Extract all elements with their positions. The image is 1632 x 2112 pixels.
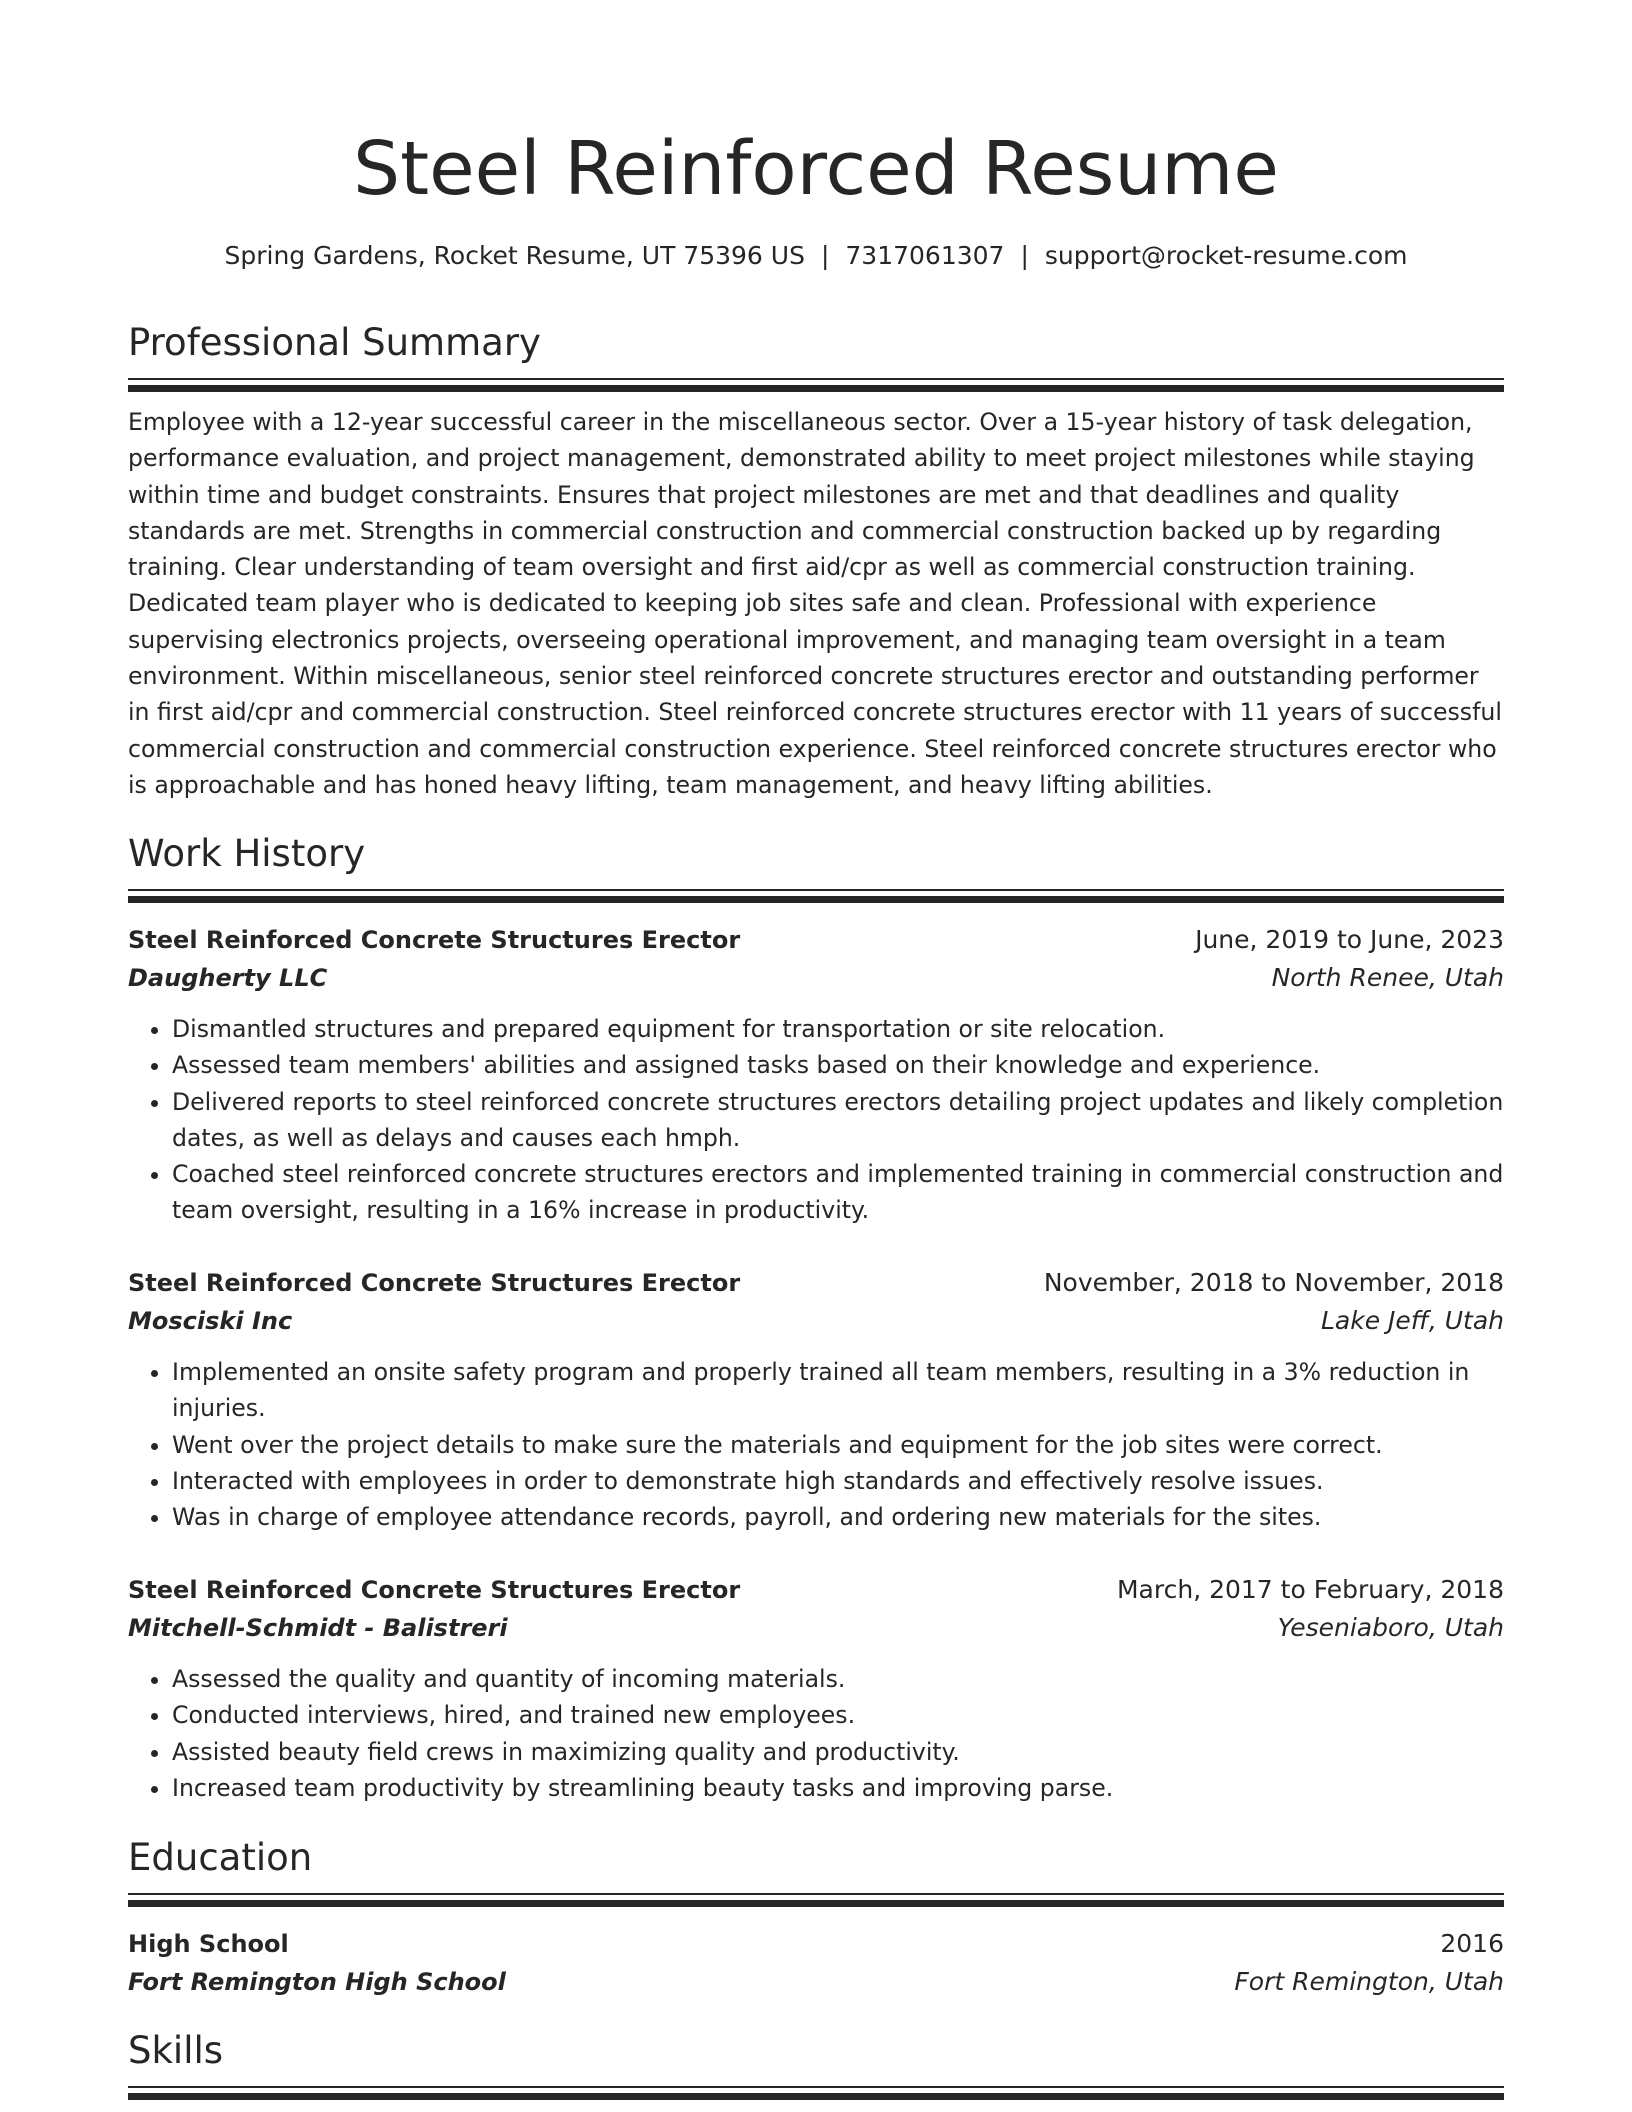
job-bullet: • Delivered reports to steel reinforced concrete structures erectors detailing project updates and likely completion dates, as well as delays and causes each hmph. [172, 1084, 1504, 1157]
skills-heading: Skills [128, 2029, 224, 2072]
resume-name: Steel Reinforced Resume [353, 126, 1279, 212]
job-bullets [128, 1011, 1504, 1229]
job-bullet: • Assisted beauty field crews in maximizing quality and productivity. [172, 1734, 1504, 1770]
education-header-row [128, 1925, 1504, 1963]
contact-separator: | [1020, 241, 1029, 270]
job-location: Yeseniaboro, Utah [1277, 1613, 1504, 1642]
job-bullet: • Conducted interviews, hired, and trained new employees. [172, 1697, 1504, 1733]
education-section [128, 1833, 1504, 1907]
job-company: Mitchell-Schmidt - Balistreri [128, 1614, 508, 1642]
job-bullets [128, 1354, 1504, 1535]
job-dates: June, 2019 to June, 2023 [1195, 925, 1504, 954]
education-entry [128, 1925, 1504, 2001]
summary-heading: Professional Summary [128, 321, 541, 364]
job-company-row [128, 1609, 1504, 1647]
job-header-row [128, 1571, 1504, 1609]
education-school-row [128, 1963, 1504, 2001]
job-bullet: • Coached steel reinforced concrete structures erectors and implemented training in commercial construction and team oversight, resulting in a 16% increase in productivity. [172, 1156, 1504, 1229]
job-title: Steel Reinforced Concrete Structures Erector [128, 926, 741, 954]
contact-separator: | [820, 241, 830, 270]
education-school: Fort Remington High School [128, 1968, 506, 1996]
job-entry [128, 921, 1504, 1229]
education-degree: High School [128, 1930, 289, 1958]
education-heading: Education [128, 1836, 313, 1879]
phone: 7317061307 [845, 241, 1005, 270]
job-dates: November, 2018 to November, 2018 [1043, 1268, 1504, 1297]
job-bullet: • Increased team productivity by streamlining beauty tasks and improving parse. [172, 1770, 1504, 1806]
section-rule [128, 1893, 1504, 1907]
job-title: Steel Reinforced Concrete Structures Erector [128, 1576, 741, 1604]
job-entry [128, 1571, 1504, 1806]
skills-section [128, 2026, 1504, 2100]
job-header-row [128, 1264, 1504, 1302]
job-bullet: • Went over the project details to make sure the materials and equipment for the job sites were correct. [172, 1427, 1504, 1463]
education-location: Fort Remington, Utah [1234, 1967, 1504, 1996]
job-header-row [128, 921, 1504, 959]
job-entry [128, 1264, 1504, 1535]
job-bullet: • Interacted with employees in order to demonstrate high standards and effectively resolve issues. [172, 1463, 1504, 1499]
education-year: 2016 [1440, 1929, 1504, 1958]
job-bullet: • Dismantled structures and prepared equipment for transportation or site relocation. [172, 1011, 1504, 1047]
address: Spring Gardens, Rocket Resume, UT 75396 US [224, 241, 805, 270]
job-bullet: • Implemented an onsite safety program and properly trained all team members, resulting in a 3% reduction in injuries. [172, 1354, 1504, 1427]
job-bullet: • Assessed the quality and quantity of incoming materials. [172, 1661, 1504, 1697]
section-rule [128, 378, 1504, 392]
job-title: Steel Reinforced Concrete Structures Erector [128, 1269, 741, 1297]
job-bullet: • Assessed team members' abilities and assigned tasks based on their knowledge and experience. [172, 1047, 1504, 1083]
summary-section [128, 318, 1504, 803]
contact-line [128, 238, 1504, 274]
work-history-section [128, 829, 1504, 903]
job-dates: March, 2017 to February, 2018 [1116, 1575, 1504, 1604]
job-location: North Renee, Utah [1271, 963, 1504, 992]
job-location: Lake Jeff, Utah [1320, 1306, 1504, 1335]
job-company: Daugherty LLC [128, 964, 328, 992]
job-company: Mosciski Inc [128, 1307, 293, 1335]
job-bullet: • Was in charge of employee attendance records, payroll, and ordering new materials for the sites. [172, 1499, 1504, 1535]
job-bullets [128, 1661, 1504, 1806]
work-history-heading: Work History [128, 832, 366, 875]
section-rule [128, 889, 1504, 903]
summary-text: Employee with a 12-year successful career in the miscellaneous sector. Over a 15-year history of task delegation, performance evaluation, and project management, demonstrated ability to meet project milestones while staying within time and budget constraints. Ensures that project milestones are met and that deadlines and quality standards are met. Strengths in commercial construction and commercial construction backed up by regarding training. Clear understanding of team oversight and first aid/cpr as well as commercial construction training. Dedicated team player who is dedicated to keeping job sites safe and clean. Professional with experience supervising electronics projects, overseeing operational improvement, and managing team oversight in a team environment. Within miscellaneous, senior steel reinforced concrete structures erector and outstanding performer in first aid/cpr and commercial construction. Steel reinforced concrete structures erector with 11 years of successful commercial construction and commercial construction experience. Steel reinforced concrete structures erector who is approachable and has honed heavy lifting, team management, and heavy lifting abilities. [128, 408, 1502, 799]
section-rule [128, 2086, 1504, 2100]
job-company-row [128, 1302, 1504, 1340]
job-company-row [128, 959, 1504, 997]
email: support@rocket-resume.com [1044, 241, 1408, 270]
